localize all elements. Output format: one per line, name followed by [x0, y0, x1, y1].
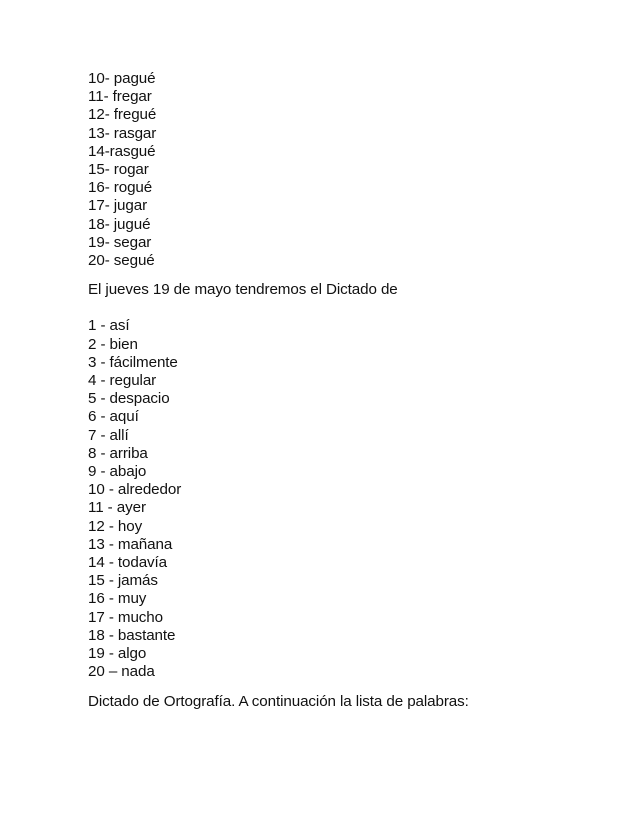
first-word-list — [88, 70, 608, 270]
list-item: 20 – nada — [88, 663, 155, 681]
document-page — [88, 70, 608, 711]
spacer — [88, 299, 608, 317]
list-item: 19 - algo — [88, 645, 147, 663]
second-word-list — [88, 317, 608, 681]
list-item: 12- fregué — [88, 106, 157, 124]
list-item: 12 - hoy — [88, 517, 143, 535]
list-item: 16- rogué — [88, 179, 153, 197]
list-item: 7 - allí — [88, 426, 129, 444]
list-item: 18 - bastante — [88, 626, 176, 644]
list-item: 6 - aquí — [88, 408, 139, 426]
list-item: 13- rasgar — [88, 124, 157, 142]
list-item: 20- segué — [88, 252, 155, 270]
list-item: 10- pagué — [88, 70, 156, 87]
list-item: 11 - ayer — [88, 499, 146, 517]
list-item: 5 - despacio — [88, 390, 170, 408]
spacer — [88, 270, 608, 281]
list-item: 1 - así — [88, 317, 130, 335]
list-item: 19- segar — [88, 233, 152, 251]
announcement-text: El jueves 19 de mayo tendremos el Dictado de — [88, 281, 398, 299]
list-item: 18- jugué — [88, 215, 151, 233]
list-item: 8 - arriba — [88, 444, 148, 462]
list-item: 14-rasgué — [88, 142, 156, 160]
list-item: 9 - abajo — [88, 463, 147, 481]
list-item: 3 - fácilmente — [88, 353, 178, 371]
list-item: 14 - todavía — [88, 554, 168, 572]
list-item: 15- rogar — [88, 161, 149, 179]
list-item: 11- fregar — [88, 88, 152, 106]
list-item: 13 - mañana — [88, 535, 173, 553]
spacer — [88, 682, 608, 693]
list-item: 15 - jamás — [88, 572, 158, 590]
list-item: 17 - mucho — [88, 608, 163, 626]
list-item: 10 - alrededor — [88, 481, 182, 499]
list-item: 17- jugar — [88, 197, 148, 215]
list-item: 2 - bien — [88, 335, 138, 353]
list-item: 4 - regular — [88, 372, 157, 390]
closing-text: Dictado de Ortografía. A continuación la lista de palabras: — [88, 692, 469, 710]
list-item: 16 - muy — [88, 590, 147, 608]
